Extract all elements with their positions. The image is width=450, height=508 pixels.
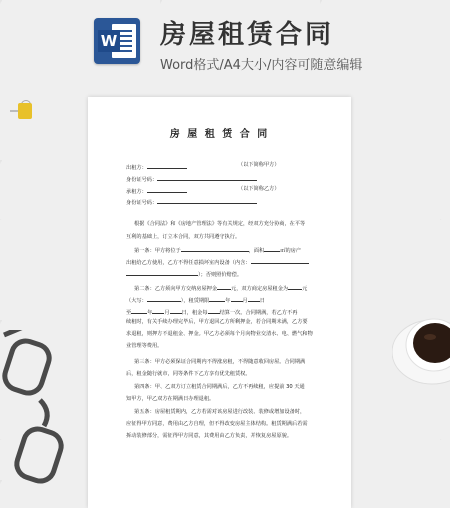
text-segment: ，面积 xyxy=(248,248,265,254)
text-segment: 第一条：甲方将位于 xyxy=(134,248,181,254)
text-line: 后，租金随行就市，同等条件下乙方享有优先租赁权。 xyxy=(126,371,251,377)
paper-clip-icon xyxy=(18,100,32,120)
text-segment: 日，租金每 xyxy=(181,310,208,316)
header xyxy=(0,0,450,80)
text-segment: ）；否则照价赔偿。 xyxy=(198,272,243,278)
lessor-id-label: 身份证号码： xyxy=(126,177,158,183)
word-letter: W xyxy=(98,30,120,52)
text-segment: 月 xyxy=(164,310,170,316)
word-document-icon xyxy=(94,18,140,64)
text-segment: （大写： xyxy=(126,298,147,304)
text-line: 第三条：甲方必须保证合同期内不得涨房租，不得随意收回房屋。合同期满 xyxy=(134,359,306,365)
lessee-label: 承租方： xyxy=(126,189,147,195)
text-line: 业管理等费用。 xyxy=(126,343,163,349)
lessor-note: （以下简称甲方） xyxy=(238,162,280,168)
lessee-id-label: 身份证号码： xyxy=(126,200,158,206)
coffee-cup-icon xyxy=(392,290,450,385)
text-line: 续租时，有关手续办理完毕后，甲方退回乙方所剩押金，若合同期未满，乙方要 xyxy=(126,319,308,325)
text-segment: 年 xyxy=(225,298,231,304)
text-segment: ），租赁期限 xyxy=(180,298,210,304)
page-subtitle: Word格式/A4大小/内容可随意编辑 xyxy=(160,58,363,73)
text-line: 第四条：甲、乙双方订立租赁合同期满后，乙方不再续租，应提前 30 天通 xyxy=(134,384,305,390)
document-page xyxy=(88,97,351,508)
text-line: 互利的基础上，订立本合同，双方共同遵守执行。 xyxy=(126,234,241,240)
text-line: 拆动装修部分，需征得甲方同意，其费用由乙方负责，并恢复房屋原貌。 xyxy=(126,433,293,439)
lessee-note: （以下简称乙方） xyxy=(238,186,280,192)
text-segment: 年 xyxy=(147,310,153,316)
text-segment: 第二条：乙方须向甲方交纳房屋押金 xyxy=(134,286,218,292)
text-line: 求退租，则押方不退租金、押金。甲乙方必须每个月向物业交清水、电、燃气和物 xyxy=(126,331,313,337)
text-segment: 月 xyxy=(242,298,248,304)
eyeglasses-icon xyxy=(0,330,80,500)
lessee-field xyxy=(126,187,187,195)
text-segment: 至 xyxy=(126,310,132,316)
text-segment: 出租给乙方使用，乙方不得任意损坏室内设备（内含： xyxy=(126,260,251,266)
text-segment: 日 xyxy=(259,298,265,304)
lessor-field xyxy=(126,163,187,171)
text-line: 应征得甲方同意，费用由乙方自理，但不得改变房屋主体结构。租赁期满后若需 xyxy=(126,421,308,427)
text-segment: 元，双方商定房屋租金为 xyxy=(231,286,289,292)
text-line: 第五条：房屋租赁期内，乙方若需对该房屋进行改装、装修或增加设备时， xyxy=(134,409,306,415)
text-segment: 元 xyxy=(302,286,308,292)
lessor-id-field xyxy=(126,175,257,183)
text-line: 知甲方，甲乙双方在期满日办理退租。 xyxy=(126,396,215,402)
text-line: 根据《合同法》和《房地产管理法》等有关规定，经双方充分协商，在平等 xyxy=(134,221,306,227)
text-segment: ㎡的房产 xyxy=(280,248,302,254)
lessor-label: 出租方： xyxy=(126,165,147,171)
document-title: 房 屋 租 赁 合 同 xyxy=(169,129,270,140)
page-title: 房屋租赁合同 xyxy=(160,20,335,50)
lessee-id-field xyxy=(126,198,257,206)
text-segment: 结算一次。合同期满，若乙方不再 xyxy=(219,310,298,316)
